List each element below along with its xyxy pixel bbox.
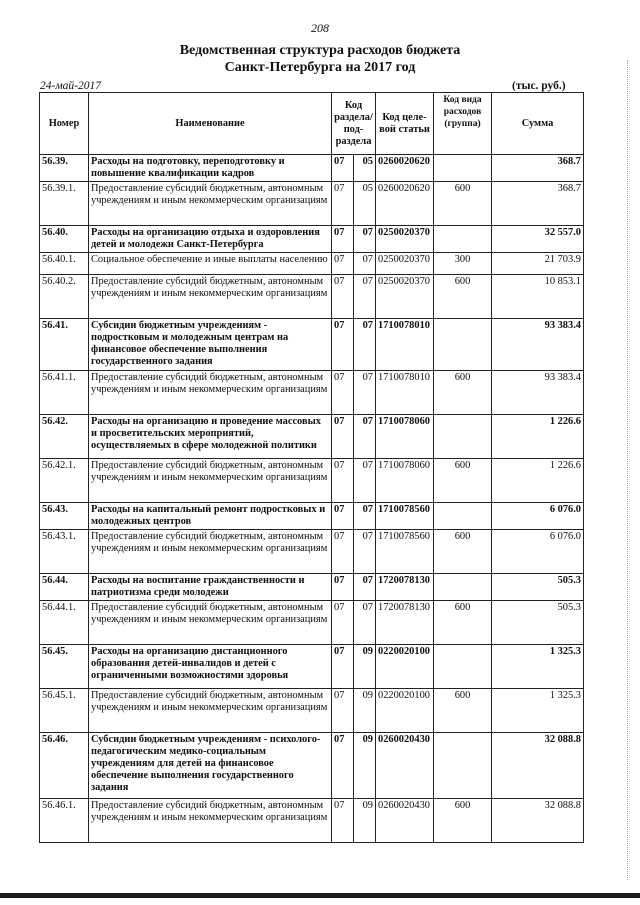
row-amount: 93 383.4 <box>492 371 584 415</box>
table-row <box>40 689 584 733</box>
row-name: Расходы на подготовку, переподготовку и повышение квалификации кадров <box>89 155 332 182</box>
header-amount: Сумма <box>492 93 584 155</box>
table-row <box>40 645 584 689</box>
row-amount: 1 226.6 <box>492 415 584 459</box>
title-line-1: Ведомственная структура расходов бюджета <box>179 43 461 58</box>
row-target-code: 0260020430 <box>376 733 434 799</box>
row-number: 56.46. <box>40 733 89 799</box>
row-expense-type: 600 <box>434 601 492 645</box>
row-section: 07 <box>332 574 354 601</box>
row-name: Социальное обеспечение и иные выплаты населению <box>89 253 332 275</box>
row-target-code: 0260020620 <box>376 155 434 182</box>
row-number: 56.40.2. <box>40 275 89 319</box>
table-row <box>40 415 584 459</box>
row-number: 56.41. <box>40 319 89 371</box>
row-expense-type: 600 <box>434 275 492 319</box>
row-target-code: 1710078010 <box>376 319 434 371</box>
row-target-code: 1710078060 <box>376 415 434 459</box>
table-row <box>40 371 584 415</box>
row-name: Предоставление субсидий бюджетным, автономным учреждениям и иным некоммерческим организациям <box>89 459 332 503</box>
row-section: 07 <box>332 530 354 574</box>
table-row <box>40 459 584 503</box>
row-amount: 505.3 <box>492 574 584 601</box>
row-amount: 32 557.0 <box>492 226 584 253</box>
row-subsection: 07 <box>354 530 376 574</box>
table-row <box>40 574 584 601</box>
row-section: 07 <box>332 689 354 733</box>
table-row <box>40 253 584 275</box>
row-number: 56.43.1. <box>40 530 89 574</box>
header-number: Номер <box>40 93 89 155</box>
scan-margin <box>627 60 628 880</box>
table-row <box>40 155 584 182</box>
row-target-code: 1720078130 <box>376 574 434 601</box>
row-amount: 1 226.6 <box>492 459 584 503</box>
row-number: 56.46.1. <box>40 799 89 843</box>
row-target-code: 0260020620 <box>376 182 434 226</box>
table-row <box>40 530 584 574</box>
row-section: 07 <box>332 155 354 182</box>
row-subsection: 07 <box>354 226 376 253</box>
row-subsection: 09 <box>354 799 376 843</box>
row-amount: 6 076.0 <box>492 503 584 530</box>
row-number: 56.40. <box>40 226 89 253</box>
row-name: Предоставление субсидий бюджетным, автономным учреждениям и иным некоммерческим организациям <box>89 275 332 319</box>
row-expense-type <box>434 319 492 371</box>
row-amount: 505.3 <box>492 601 584 645</box>
table-header-row <box>40 93 584 155</box>
row-target-code: 1710078010 <box>376 371 434 415</box>
row-number: 56.43. <box>40 503 89 530</box>
table-row <box>40 319 584 371</box>
row-target-code: 0220020100 <box>376 645 434 689</box>
row-section: 07 <box>332 459 354 503</box>
row-target-code: 1710078560 <box>376 503 434 530</box>
page-number: 208 <box>311 21 329 35</box>
row-number: 56.45.1. <box>40 689 89 733</box>
table-row <box>40 601 584 645</box>
row-expense-type <box>434 226 492 253</box>
header-expense-type: Код вида расходов (группа) <box>434 93 492 155</box>
table-row <box>40 503 584 530</box>
document-date: 24-май-2017 <box>40 80 101 92</box>
row-section: 07 <box>332 645 354 689</box>
row-amount: 21 703.9 <box>492 253 584 275</box>
row-section: 07 <box>332 503 354 530</box>
row-name: Предоставление субсидий бюджетным, автономным учреждениям и иным некоммерческим организациям <box>89 182 332 226</box>
row-name: Предоставление субсидий бюджетным, автономным учреждениям и иным некоммерческим организациям <box>89 601 332 645</box>
row-target-code: 0250020370 <box>376 253 434 275</box>
row-subsection: 07 <box>354 601 376 645</box>
row-subsection: 07 <box>354 253 376 275</box>
row-name: Субсидии бюджетным учреждениям - психолого-педагогическим медико-социальным учреждениям для детей на финансовое обеспечение выполнения государственного задания <box>89 733 332 799</box>
table-body <box>40 155 584 843</box>
row-section: 07 <box>332 226 354 253</box>
row-section: 07 <box>332 253 354 275</box>
row-target-code: 1710078560 <box>376 530 434 574</box>
row-amount: 10 853.1 <box>492 275 584 319</box>
row-section: 07 <box>332 799 354 843</box>
row-amount: 93 383.4 <box>492 319 584 371</box>
row-name: Расходы на организацию отдыха и оздоровления детей и молодежи Санкт-Петербурга <box>89 226 332 253</box>
row-number: 56.39. <box>40 155 89 182</box>
row-name: Расходы на воспитание гражданственности и патриотизма среди молодежи <box>89 574 332 601</box>
row-section: 07 <box>332 601 354 645</box>
units-label: (тыс. руб.) <box>512 80 566 92</box>
row-name: Предоставление субсидий бюджетным, автономным учреждениям и иным некоммерческим организациям <box>89 530 332 574</box>
row-expense-type: 600 <box>434 799 492 843</box>
row-number: 56.42. <box>40 415 89 459</box>
row-section: 07 <box>332 371 354 415</box>
row-amount: 32 088.8 <box>492 799 584 843</box>
header-section: Код раздела/ под- раздела <box>332 93 376 155</box>
row-number: 56.45. <box>40 645 89 689</box>
row-section: 07 <box>332 319 354 371</box>
row-section: 07 <box>332 415 354 459</box>
row-number: 56.40.1. <box>40 253 89 275</box>
row-amount: 6 076.0 <box>492 530 584 574</box>
row-section: 07 <box>332 182 354 226</box>
row-expense-type <box>434 733 492 799</box>
row-subsection: 07 <box>354 574 376 601</box>
table-row <box>40 275 584 319</box>
row-expense-type <box>434 574 492 601</box>
row-target-code: 0250020370 <box>376 226 434 253</box>
row-target-code: 0260020430 <box>376 799 434 843</box>
row-name: Субсидии бюджетным учреждениям - подростковым и молодежным центрам на финансовое обеспечение выполнения государственного задания <box>89 319 332 371</box>
row-name: Предоставление субсидий бюджетным, автономным учреждениям и иным некоммерческим организациям <box>89 799 332 843</box>
table-row <box>40 226 584 253</box>
table-row <box>40 799 584 843</box>
row-number: 56.42.1. <box>40 459 89 503</box>
table-row <box>40 733 584 799</box>
row-expense-type: 600 <box>434 371 492 415</box>
row-section: 07 <box>332 275 354 319</box>
row-target-code: 1710078060 <box>376 459 434 503</box>
row-expense-type: 300 <box>434 253 492 275</box>
title-line-2: Санкт-Петербурга на 2017 год <box>224 60 416 75</box>
row-expense-type <box>434 415 492 459</box>
row-target-code: 0250020370 <box>376 275 434 319</box>
row-number: 56.39.1. <box>40 182 89 226</box>
row-amount: 368.7 <box>492 182 584 226</box>
row-subsection: 07 <box>354 503 376 530</box>
row-subsection: 05 <box>354 155 376 182</box>
document-title <box>0 42 640 76</box>
row-subsection: 09 <box>354 689 376 733</box>
row-subsection: 07 <box>354 415 376 459</box>
row-amount: 1 325.3 <box>492 645 584 689</box>
row-expense-type: 600 <box>434 182 492 226</box>
row-name: Расходы на капитальный ремонт подростковых и молодежных центров <box>89 503 332 530</box>
table-row <box>40 182 584 226</box>
row-expense-type <box>434 503 492 530</box>
row-name: Расходы на организацию дистанционного образования детей-инвалидов и детей с ограниченными возможностями здоровья <box>89 645 332 689</box>
budget-table <box>39 92 584 843</box>
row-amount: 1 325.3 <box>492 689 584 733</box>
row-number: 56.44. <box>40 574 89 601</box>
row-target-code: 1720078130 <box>376 601 434 645</box>
row-expense-type <box>434 155 492 182</box>
row-subsection: 07 <box>354 459 376 503</box>
row-name: Расходы на организацию и проведение массовых и просветительских мероприятий, осуществляемых в сфере молодежной политики <box>89 415 332 459</box>
row-subsection: 07 <box>354 275 376 319</box>
row-expense-type <box>434 645 492 689</box>
header-name: Наименование <box>89 93 332 155</box>
row-number: 56.41.1. <box>40 371 89 415</box>
row-expense-type: 600 <box>434 459 492 503</box>
row-subsection: 07 <box>354 371 376 415</box>
row-subsection: 07 <box>354 319 376 371</box>
row-subsection: 09 <box>354 645 376 689</box>
row-expense-type: 600 <box>434 689 492 733</box>
row-amount: 32 088.8 <box>492 733 584 799</box>
row-expense-type: 600 <box>434 530 492 574</box>
row-target-code: 0220020100 <box>376 689 434 733</box>
row-amount: 368.7 <box>492 155 584 182</box>
row-name: Предоставление субсидий бюджетным, автономным учреждениям и иным некоммерческим организациям <box>89 689 332 733</box>
row-name: Предоставление субсидий бюджетным, автономным учреждениям и иным некоммерческим организациям <box>89 371 332 415</box>
footer-rule <box>0 893 640 898</box>
row-section: 07 <box>332 733 354 799</box>
row-number: 56.44.1. <box>40 601 89 645</box>
row-subsection: 05 <box>354 182 376 226</box>
row-subsection: 09 <box>354 733 376 799</box>
header-target: Код целе- вой статьи <box>376 93 434 155</box>
